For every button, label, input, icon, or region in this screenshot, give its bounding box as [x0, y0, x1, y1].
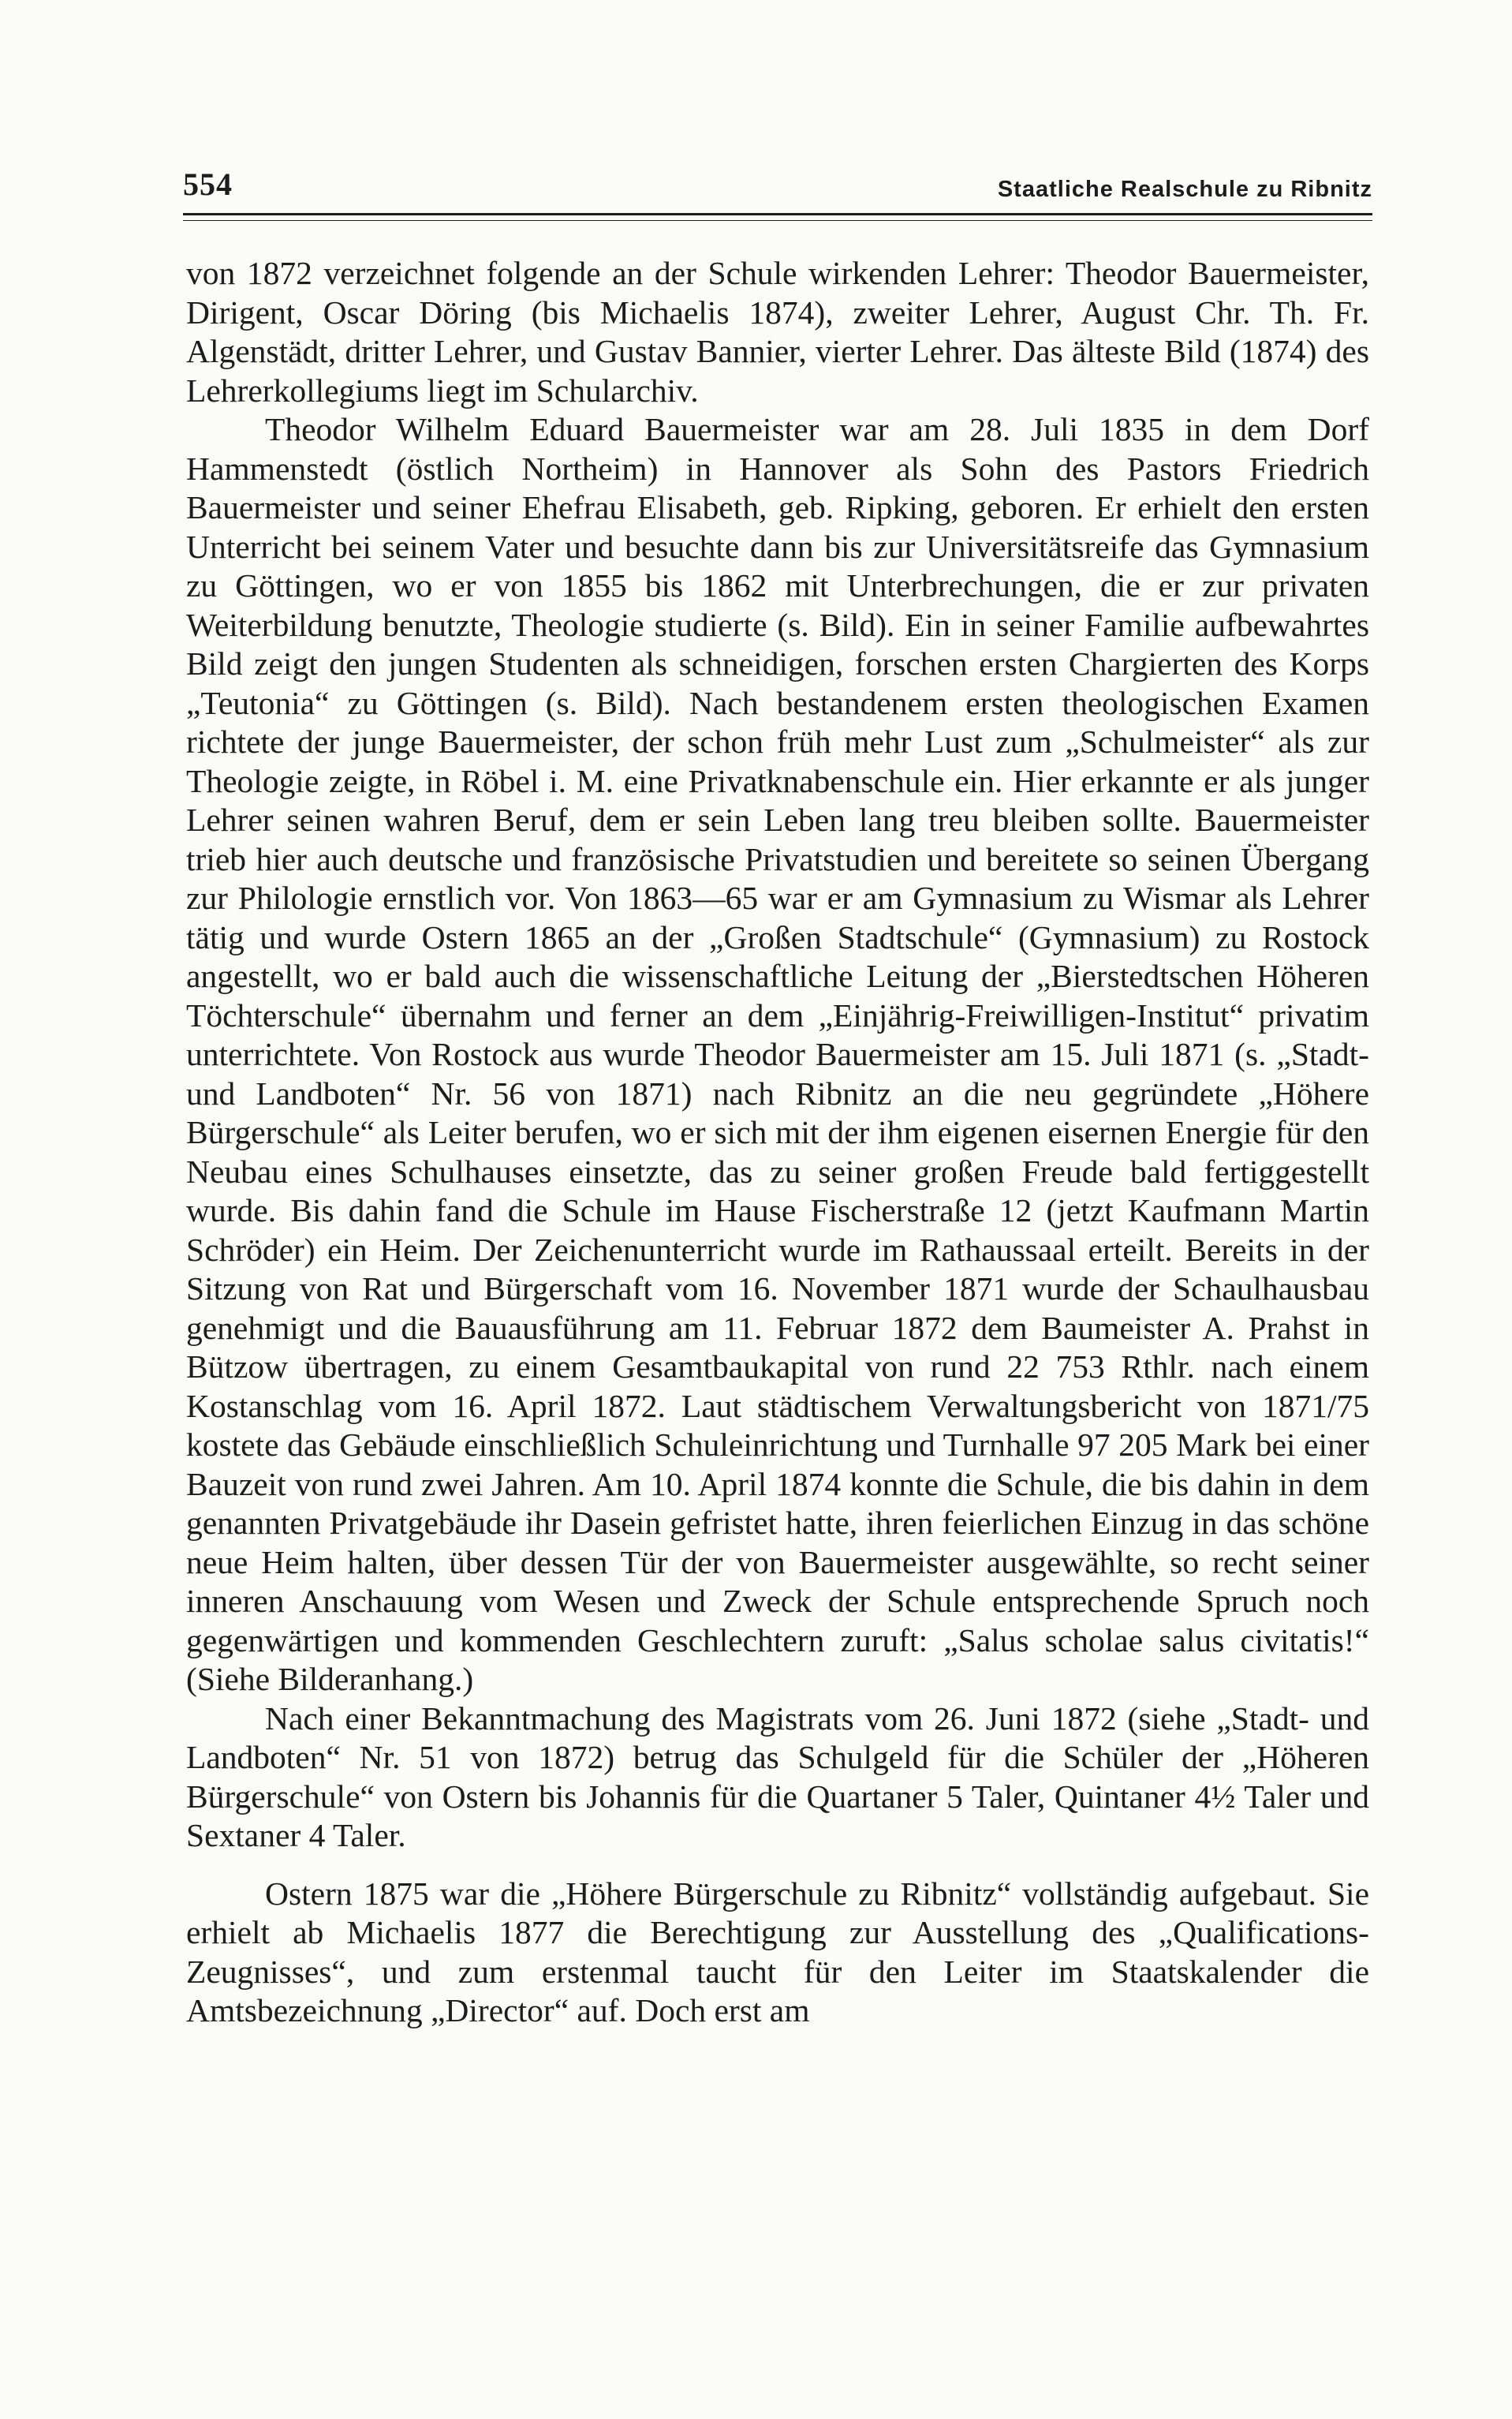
body-text — [186, 254, 1369, 2031]
page-number: 554 — [183, 166, 233, 202]
paragraph-bauermeister-biography: Theodor Wilhelm Eduard Bauermeister war am 28. Juli 1835 in dem Dorf Hammenstedt (östlich Northeim) in Hannover als Sohn des Pastors Friedrich Bauermeister und seiner Ehefrau Elisabeth, geb. Ripking, geboren. Er erhielt den ersten Unterricht bei seinem Vater und besuchte dann bis zur Universitätsreife das Gymnasium zu Göttingen, wo er von 1855 bis 1862 mit Unterbrechungen, die er zur privaten Weiterbildung benutzte, Theologie studierte (s. Bild). Ein in seiner Familie aufbewahrtes Bild zeigt den jungen Studenten als schneidigen, forschen ersten Chargierten des Korps „Teutonia“ zu Göttingen (s. Bild). Nach bestandenem ersten theologischen Examen richtete der junge Bauermeister, der schon früh mehr Lust zum „Schulmeister“ als zur Theologie zeigte, in Röbel i. M. eine Privatknabenschule ein. Hier erkannte er als junger Lehrer seinen wahren Beruf, dem er sein Leben lang treu bleiben sollte. Bauermeister trieb hier auch deutsche und französische Privatstudien und bereitete so seinen Übergang zur Philologie ernstlich vor. Von 1863—65 war er am Gymnasium zu Wismar als Lehrer tätig und wurde Ostern 1865 an der „Großen Stadtschule“ (Gymnasium) zu Rostock angestellt, wo er bald auch die wissenschaftliche Leitung der „Bierstedtschen Höheren Töchterschule“ übernahm und ferner an dem „Einjährig-Freiwilligen-Institut“ privatim unterrichtete. Von Rostock aus wurde Theodor Bauermeister am 15. Juli 1871 (s. „Stadt- und Landboten“ Nr. 56 von 1871) nach Ribnitz an die neu gegründete „Höhere Bürgerschule“ als Leiter berufen, wo er sich mit der ihm eigenen eisernen Energie für den Neubau eines Schulhauses einsetzte, das zu seiner großen Freude bald fertiggestellt wurde. Bis dahin fand die Schule im Hause Fischerstraße 12 (jetzt Kaufmann Martin Schröder) ein Heim. Der Zeichenunterricht wurde im Rathaussaal erteilt. Bereits in der Sitzung von Rat und Bürgerschaft vom 16. November 1871 wurde der Schaulhausbau genehmigt und die Bauausführung am 11. Februar 1872 dem Baumeister A. Prahst in Bützow übertragen, zu einem Gesamtbaukapital von rund 22 753 Rthlr. nach einem Kostanschlag vom 16. April 1872. Laut städtischem Verwaltungsbericht von 1871/75 kostete das Gebäude einschließlich Schuleinrichtung und Turnhalle 97 205 Mark bei einer Bauzeit von rund zwei Jahren. Am 10. April 1874 konnte die Schule, die bis dahin in dem genannten Privatgebäude ihr Dasein gefristet hatte, ihren feierlichen Einzug in das schöne neue Heim halten, über dessen Tür der von Bauermeister ausgewählte, so recht seiner inneren Anschauung vom Wesen und Zweck der Schule entsprechende Spruch noch gegenwärtigen und kommenden Geschlechtern zuruft: „Salus scholae salus civitatis!“ (Siehe Bilderanhang.) — [186, 411, 1369, 1697]
running-title: Staatliche Realschule zu Ribnitz — [997, 177, 1372, 202]
header-rule — [183, 213, 1372, 215]
page-header — [183, 158, 1372, 213]
header-rule-secondary — [183, 220, 1372, 221]
paragraph-continuation: von 1872 verzeichnet folgende an der Schule wirkenden Lehrer: Theodor Bauermeister, Dirigent, Oscar Döring (bis Michaelis 1874), zweiter Lehrer, August Chr. Th. Fr. Algenstädt, dritter Lehrer, und Gustav Bannier, vierter Lehrer. Das älteste Bild (1874) des Lehrerkollegiums liegt im Schularchiv. — [186, 255, 1369, 409]
paragraph-school-fees: Nach einer Bekanntmachung des Magistrats vom 26. Juni 1872 (siehe „Stadt- und Landboten“ Nr. 51 von 1872) betrug das Schulgeld für die Schüler der „Höheren Bürgerschule“ von Ostern bis Johannis für die Quartaner 5 Taler, Quintaner 4½ Taler und Sextaner 4 Taler. — [186, 1699, 1369, 1853]
paragraph-school-development: Ostern 1875 war die „Höhere Bürgerschule zu Ribnitz“ vollständig aufgebaut. Sie erhielt ab Michaelis 1877 die Berechtigung zur Ausstellung des „Qualifications-Zeugnisses“, und zum erstenmal taucht für den Leiter im Staatskalender die Amtsbezeichnung „Director“ auf. Doch erst am — [186, 1875, 1369, 2028]
